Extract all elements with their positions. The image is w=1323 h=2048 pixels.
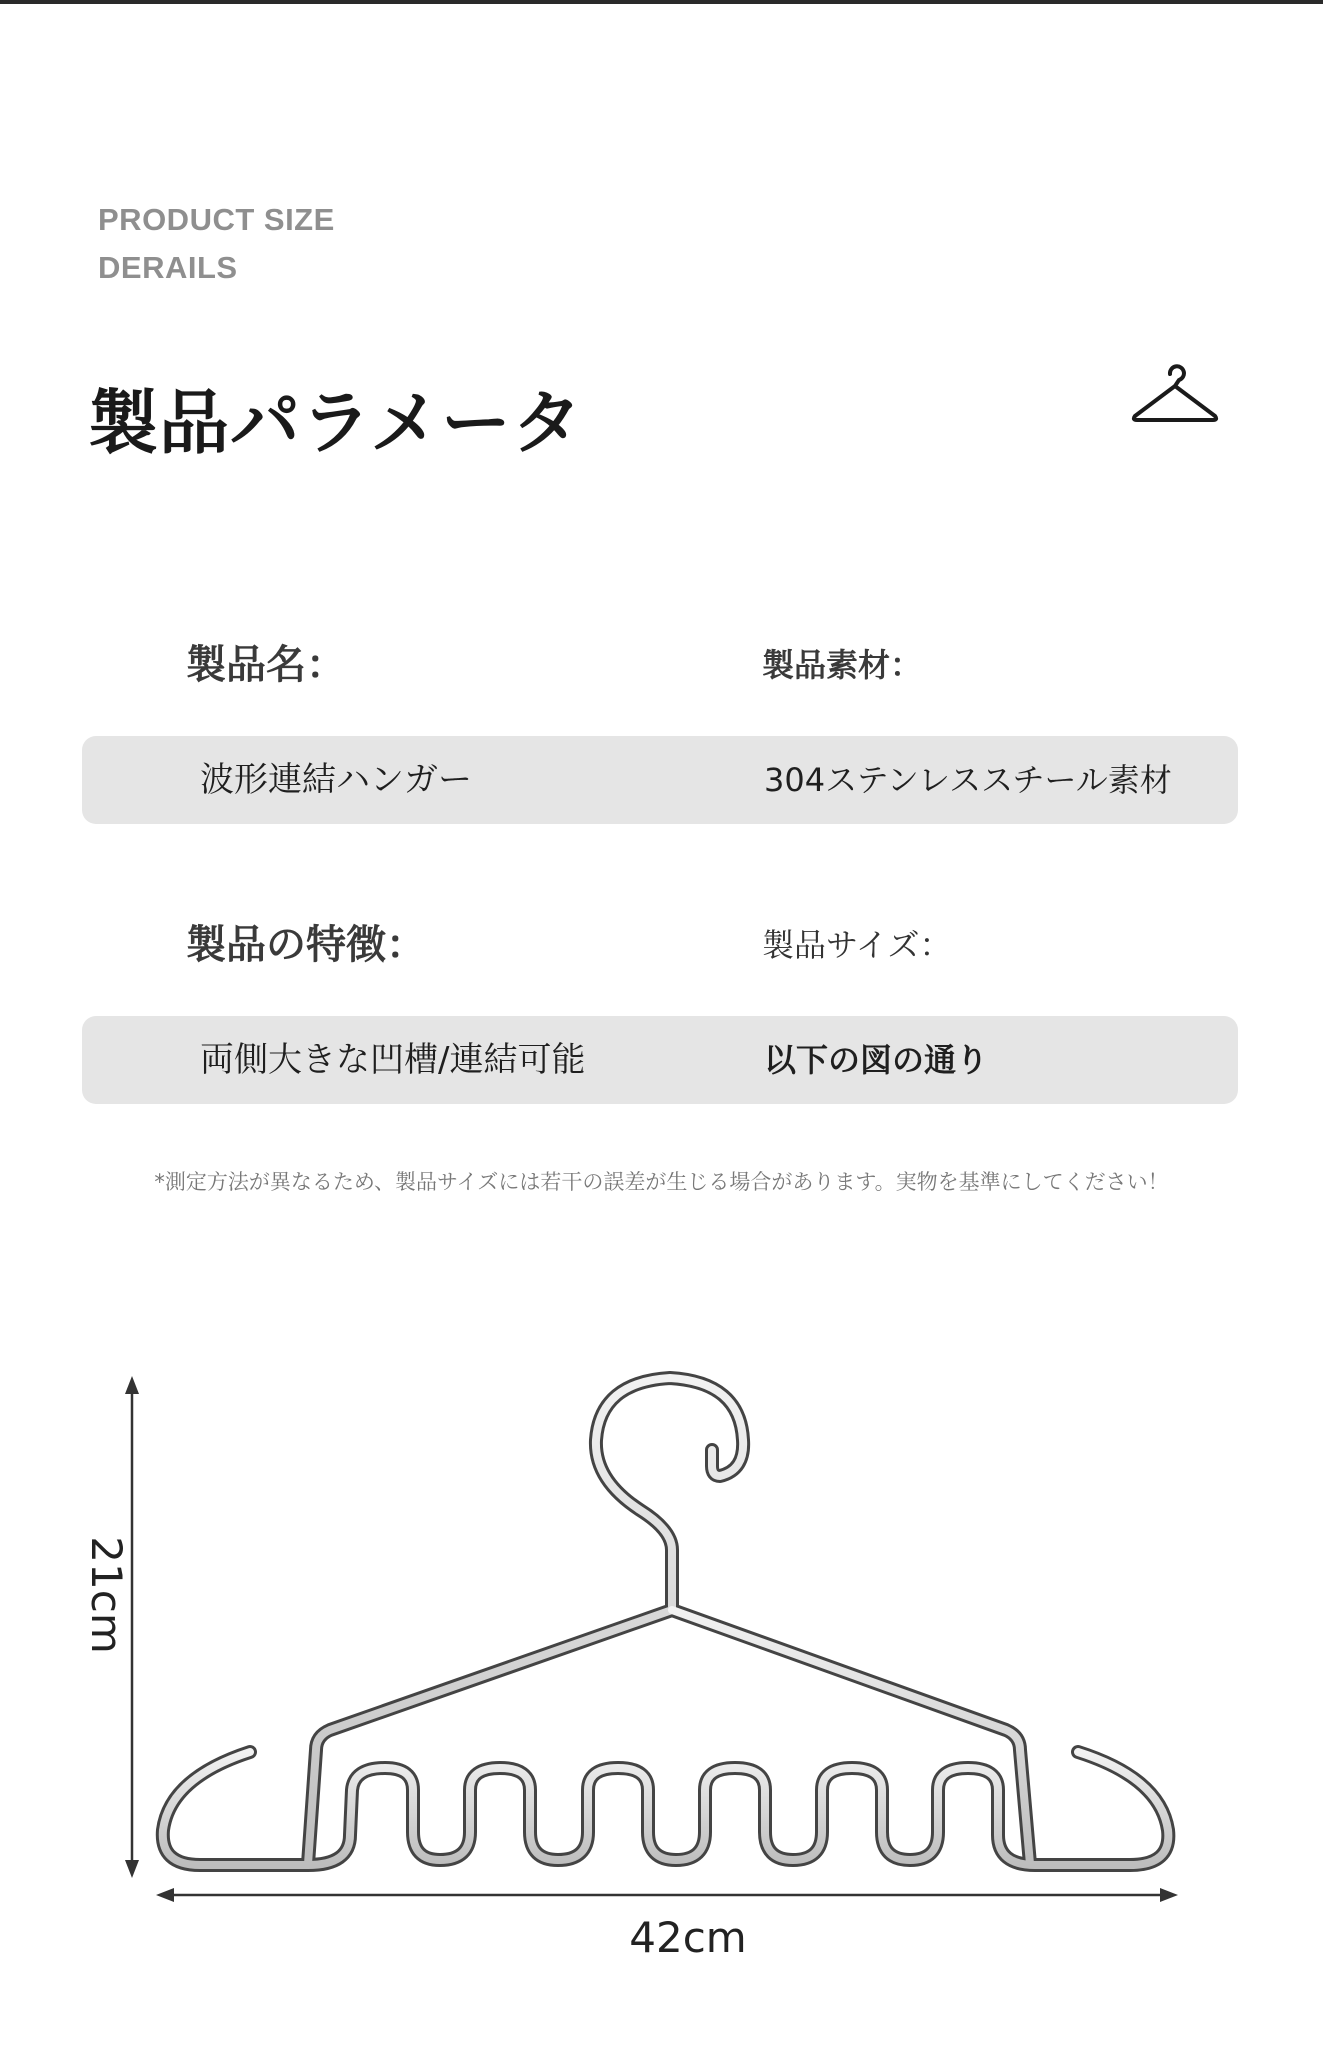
product-name-value: 波形連結ハンガー xyxy=(200,760,472,800)
width-label: 42cm xyxy=(629,1913,747,1962)
eyebrow-line-1: PRODUCT SIZE xyxy=(98,202,335,237)
param-row-1 xyxy=(82,736,1238,824)
height-label: 21cm xyxy=(82,1536,131,1654)
product-material-label: 製品素材： xyxy=(762,646,923,684)
product-size-value: 以下の図の通り xyxy=(764,1041,989,1079)
wavy-hanger-illustration xyxy=(163,1378,1169,1865)
measurement-note: *測定方法が異なるため、製品サイズには若干の誤差が生じる場合があります。実物を基準にしてください！ xyxy=(154,1170,1169,1194)
product-size-label: 製品サイズ： xyxy=(762,926,952,964)
param-row-2 xyxy=(82,1016,1238,1104)
product-material-value: 304ステンレススチール素材 xyxy=(764,761,1172,799)
hanger-dimension-diagram xyxy=(0,1320,1323,2048)
page-title: 製品パラメータ xyxy=(88,382,583,464)
hanger-icon xyxy=(1130,360,1220,426)
product-feature-label: 製品の特徴： xyxy=(186,922,426,968)
section-eyebrow xyxy=(98,196,335,292)
width-dimension xyxy=(156,1888,1178,1902)
product-feature-value: 両側大きな凹槽/連結可能 xyxy=(200,1040,586,1080)
top-rule xyxy=(0,0,1323,4)
eyebrow-line-2: DERAILS xyxy=(98,250,238,285)
product-name-label: 製品名： xyxy=(186,642,346,688)
